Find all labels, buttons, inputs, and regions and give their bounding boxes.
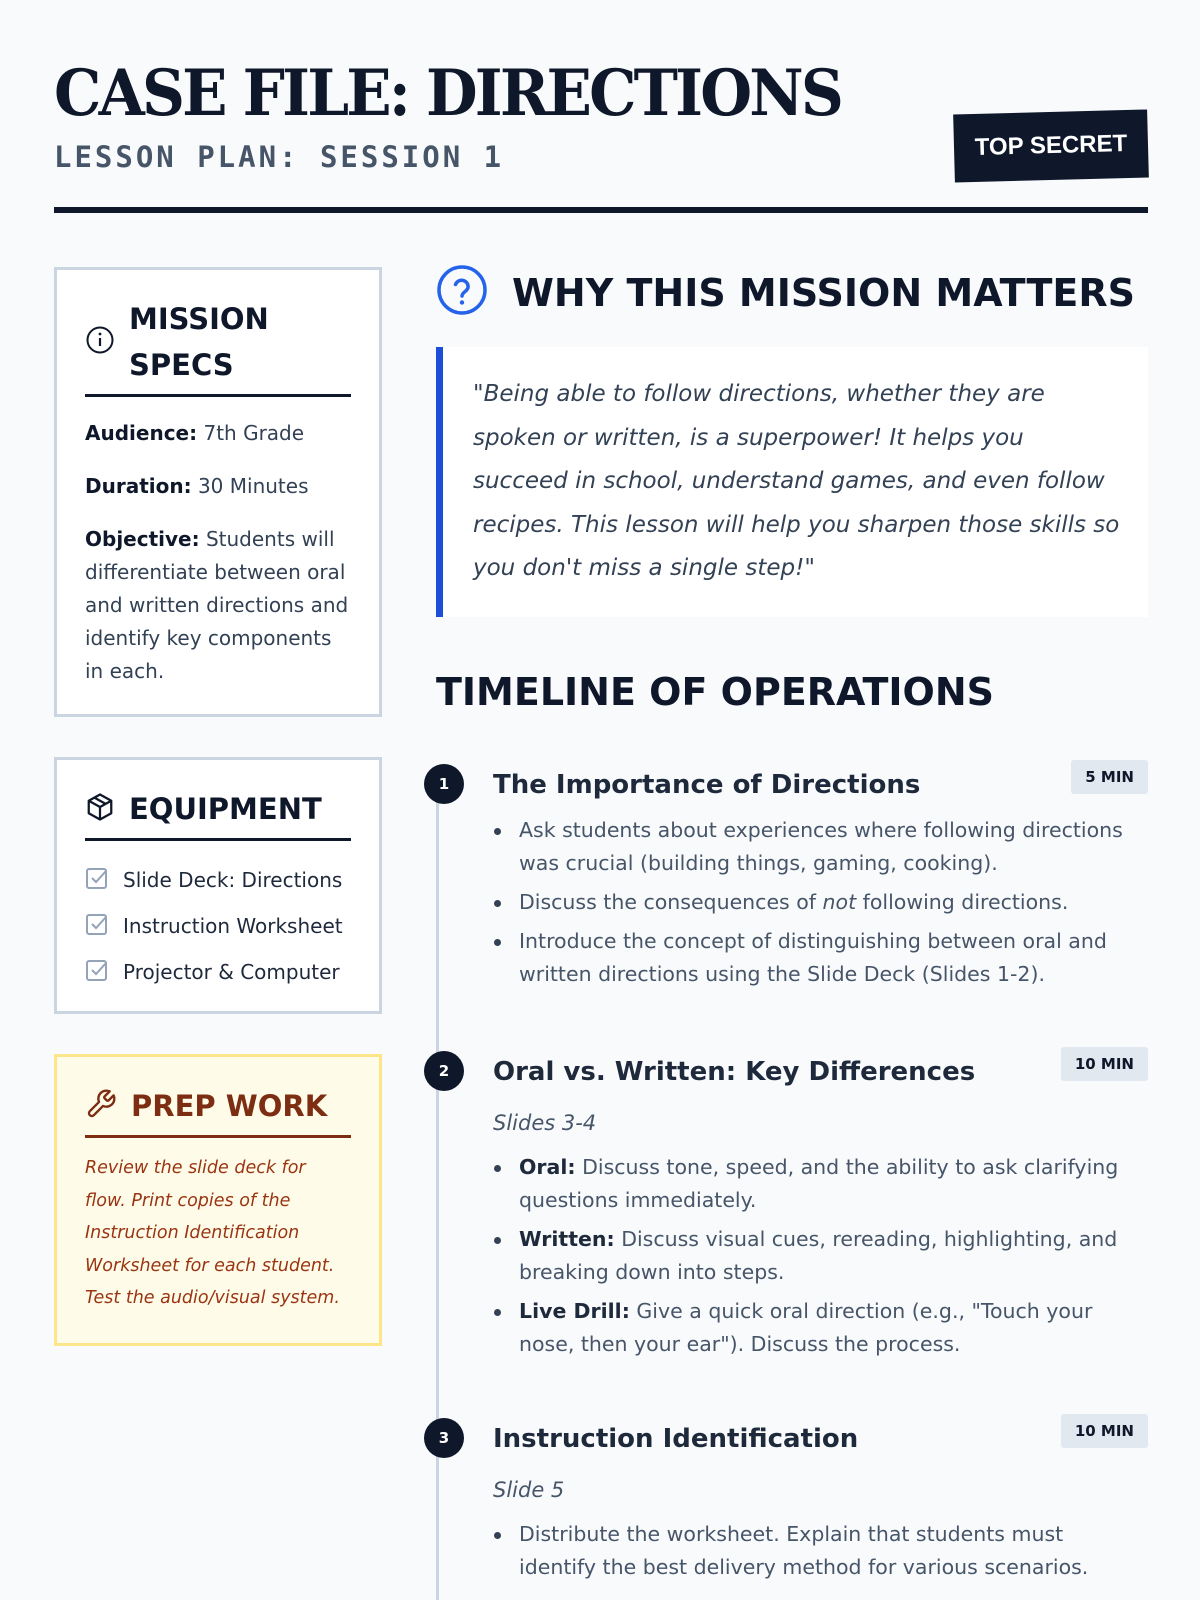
prep-work-text: Review the slide deck for flow. Print copies of the Instruction Identification Worksheet for each student. Test the audio/visual system. — [85, 1158, 340, 1308]
timeline-title: TIMELINE OF OPERATIONS — [436, 670, 995, 714]
step-bullet — [493, 886, 1123, 919]
equipment-item — [85, 857, 351, 903]
equipment-item — [85, 949, 351, 995]
step-bullet — [493, 1151, 1123, 1217]
page-header — [54, 50, 1148, 214]
equipment-header — [85, 786, 351, 841]
page-title: CASE FILE: DIRECTIONS — [54, 56, 842, 131]
step-title: Oral vs. Written: Key Differences — [493, 1057, 976, 1087]
step-number: 1 — [424, 764, 464, 804]
prep-work-title: PREP WORK — [131, 1089, 328, 1123]
equipment-item — [85, 903, 351, 949]
step-number: 3 — [424, 1418, 464, 1458]
step-subtitle: Slides 3-4 — [493, 1111, 597, 1135]
audience-label: Audience: — [85, 421, 198, 445]
bullet-label: Written: — [519, 1227, 615, 1251]
objective-value: Students will differentiate between oral and written directions and identify key components in each. — [85, 527, 349, 683]
bullet-label: Oral: — [519, 1155, 576, 1179]
objective-line — [85, 523, 351, 688]
bullet-emphasis: not — [822, 890, 857, 914]
prep-work-header — [85, 1083, 351, 1138]
step-bullets — [493, 1518, 1123, 1590]
duration-badge: 10 MIN — [1061, 1047, 1148, 1081]
step-title: The Importance of Directions — [493, 770, 921, 800]
bullet-text: Discuss visual cues, rereading, highlighting, and breaking down into steps. — [519, 1227, 1118, 1284]
equipment-item-label: Projector & Computer — [123, 960, 340, 984]
step-bullets — [493, 814, 1123, 997]
step-bullet — [493, 1295, 1123, 1361]
page-subtitle: LESSON PLAN: SESSION 1 — [54, 140, 505, 174]
duration-value: 30 Minutes — [197, 474, 309, 498]
step-bullet: Distribute the worksheet. Explain that students must identify the best delivery method for various scenarios. — [493, 1518, 1123, 1584]
mission-specs-card — [54, 267, 382, 717]
step-bullet — [493, 1223, 1123, 1289]
question-circle-icon — [436, 264, 488, 321]
header-divider — [54, 207, 1148, 213]
equipment-card — [54, 757, 382, 1014]
bullet-text: Discuss tone, speed, and the ability to ask clarifying questions immediately. — [519, 1155, 1119, 1212]
step-bullet: Introduce the concept of distinguishing between oral and written directions using the Slide Deck (Slides 1-2). — [493, 925, 1123, 991]
wrench-icon — [85, 1088, 117, 1125]
checkbox-checked-icon — [85, 912, 109, 941]
step-bullet: Ask students about experiences where following directions was crucial (building things, gaming, cooking). — [493, 814, 1123, 880]
timeline-line — [436, 770, 439, 1600]
step-number: 2 — [424, 1051, 464, 1091]
bullet-text: Discuss the consequences of — [519, 890, 823, 914]
why-section-header — [436, 264, 1135, 321]
equipment-item-label: Slide Deck: Directions — [123, 868, 343, 892]
mission-quote: "Being able to follow directions, whether they are spoken or written, is a superpower! It helps you succeed in school, understand games, and even follow recipes. This lesson will help you sharpen those skills so you don't miss a single step!" — [436, 347, 1148, 617]
bullet-label: Live Drill: — [519, 1299, 630, 1323]
step-subtitle: Slide 5 — [493, 1478, 565, 1502]
duration-line — [85, 470, 351, 503]
duration-badge: 5 MIN — [1071, 760, 1148, 794]
audience-value: 7th Grade — [203, 421, 305, 445]
checkbox-checked-icon — [85, 866, 109, 895]
objective-label: Objective: — [85, 527, 200, 551]
info-icon — [85, 325, 115, 360]
equipment-item-label: Instruction Worksheet — [123, 914, 343, 938]
box-icon — [85, 792, 115, 827]
top-secret-stamp: TOP SECRET — [953, 109, 1149, 182]
audience-line — [85, 417, 351, 450]
equipment-title: EQUIPMENT — [129, 792, 322, 826]
step-bullets — [493, 1151, 1123, 1367]
prep-work-card — [54, 1054, 382, 1346]
duration-badge: 10 MIN — [1061, 1414, 1148, 1448]
mission-specs-header — [85, 296, 351, 397]
bullet-text: following directions. — [856, 890, 1069, 914]
mission-specs-title: MISSION SPECS — [129, 302, 269, 382]
duration-label: Duration: — [85, 474, 192, 498]
step-title: Instruction Identification — [493, 1424, 859, 1454]
bullet-text: Give a quick oral direction (e.g., "Touch your nose, then your ear"). Discuss the process. — [519, 1299, 1093, 1356]
checkbox-checked-icon — [85, 958, 109, 987]
why-title: WHY THIS MISSION MATTERS — [512, 270, 1135, 315]
